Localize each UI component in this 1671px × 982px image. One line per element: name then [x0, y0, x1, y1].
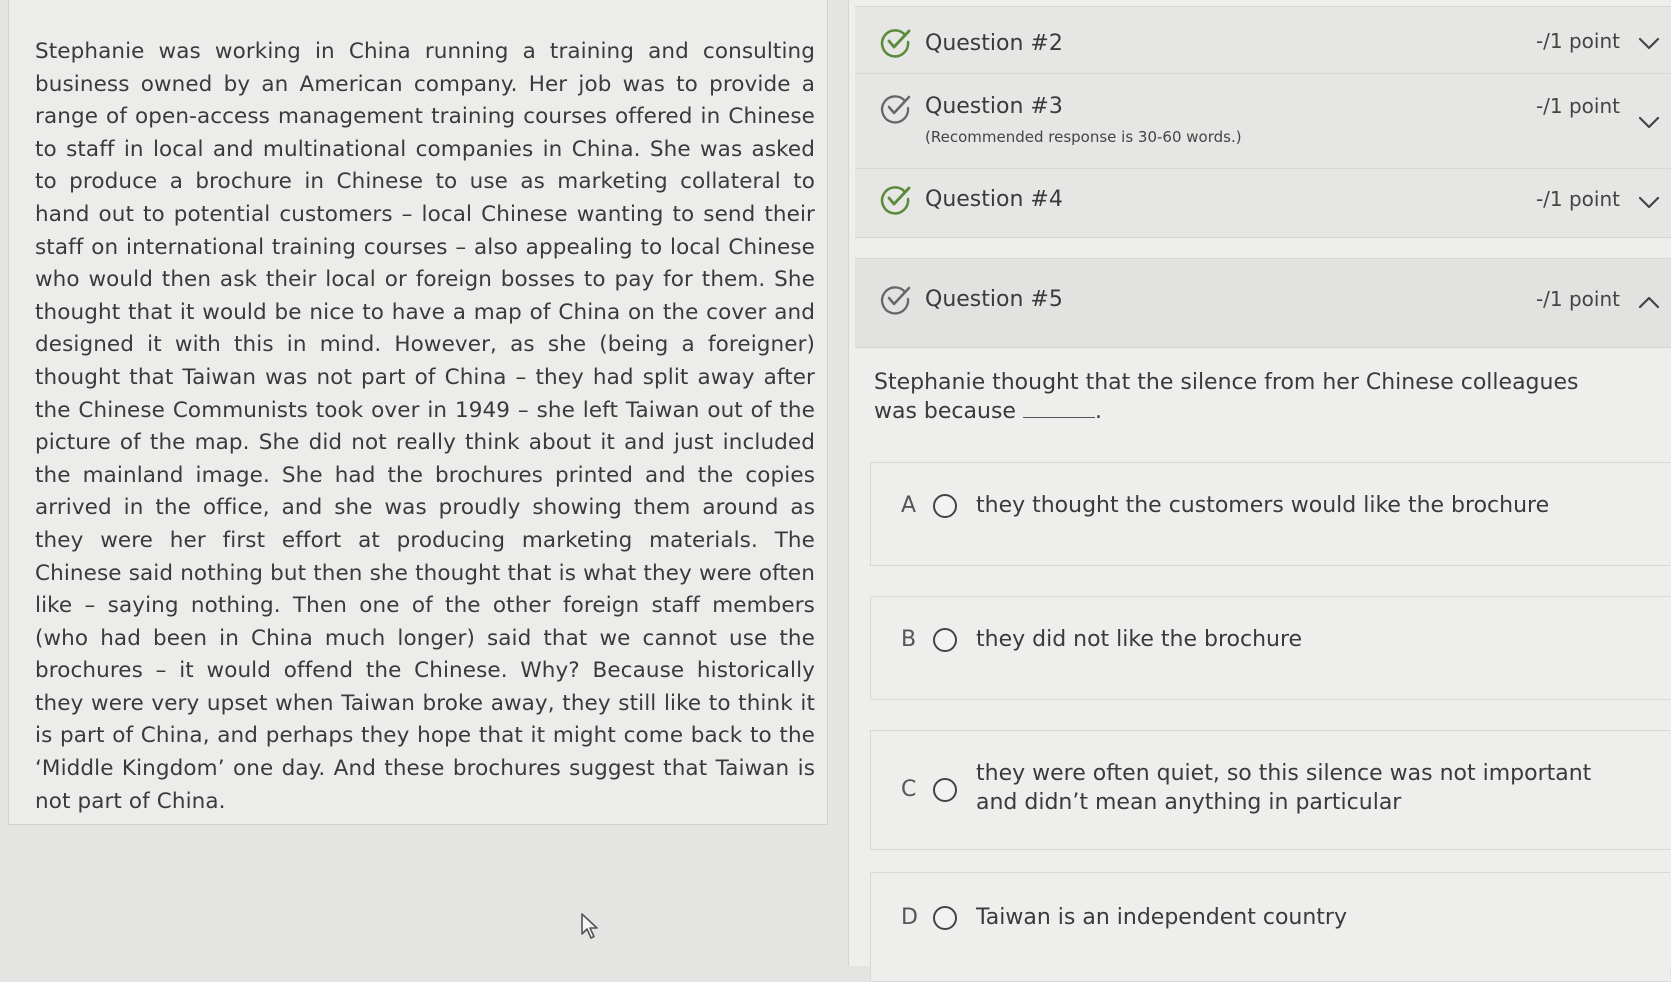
- check-circle-icon: [879, 26, 911, 58]
- option-text: they thought the customers would like the brochure: [976, 493, 1550, 518]
- chevron-down-icon[interactable]: [1638, 116, 1660, 130]
- question-points: -/1 point: [1535, 94, 1620, 118]
- check-circle-icon: [879, 183, 911, 215]
- option-letter: B: [901, 627, 917, 652]
- question-header-5[interactable]: [855, 258, 1671, 348]
- option-c[interactable]: [870, 730, 1670, 850]
- option-letter: A: [901, 493, 917, 518]
- option-a[interactable]: [870, 462, 1670, 566]
- prompt-end: .: [1094, 399, 1102, 424]
- question-title: Question #3: [925, 94, 1063, 119]
- question-header-4[interactable]: [855, 168, 1671, 238]
- question-prompt: [874, 368, 1614, 426]
- prompt-text: Stephanie thought that the silence from her Chinese colleagues was because: [874, 370, 1579, 424]
- radio-button[interactable]: [933, 628, 957, 652]
- question-title: Question #4: [925, 187, 1063, 212]
- question-title: Question #2: [925, 31, 1063, 56]
- check-circle-icon: [879, 92, 911, 124]
- answer-blank: [1023, 399, 1095, 418]
- question-points: -/1 point: [1535, 29, 1620, 53]
- option-b[interactable]: [870, 596, 1670, 700]
- radio-button[interactable]: [933, 778, 957, 802]
- radio-button[interactable]: [933, 906, 957, 930]
- question-title: Question #5: [925, 287, 1063, 312]
- passage-panel: [8, 0, 828, 825]
- radio-button[interactable]: [933, 494, 957, 518]
- question-header-2[interactable]: [855, 6, 1671, 74]
- option-letter: C: [901, 777, 917, 802]
- option-text: they were often quiet, so this silence was not important and didn’t mean anything in particular: [976, 761, 1592, 815]
- question-points: -/1 point: [1535, 287, 1620, 311]
- question-header-3[interactable]: [855, 73, 1671, 169]
- passage-text: Stephanie was working in China running a training and consulting business owned by an American company. Her job was to provide a range of open-access management training courses offered in Chinese to staff in local and multinational companies in China. She was asked to produce a brochure in Chinese to use as marketing collateral to hand out to potential customers – local Chinese wanting to send their staff on international training courses – also appealing to local Chinese who would then ask their local or foreign bosses to pay for them. She thought that it would be nice to have a map of China on the cover and designed it with this in mind. However, as she (being a foreigner) thought that Taiwan was not part of China – they had split away after the Chinese Communists took over in 1949 – she left Taiwan out of the picture of the map. She did not really think about it and just included the mainland image. She had the brochures printed and the copies arrived in the office, and she was proudly showing them around as they were her first effort at producing marketing materials. The Chinese said nothing but then she thought that is what they were often like – saying nothing. Then one of the other foreign staff members (who had been in China much longer) said that we cannot use the brochures – it would offend the Chinese. Why? Because historically they were very upset when Taiwan broke away, they still like to think it is part of China, and perhaps they hope that it might come back to the ‘Middle Kingdom’ one day. And these brochures suggest that Taiwan is not part of China.: [35, 39, 815, 814]
- mouse-cursor-icon: [580, 912, 602, 940]
- chevron-down-icon[interactable]: [1638, 37, 1660, 51]
- chevron-down-icon[interactable]: [1638, 196, 1660, 210]
- chevron-up-icon[interactable]: [1638, 295, 1660, 309]
- question-points: -/1 point: [1535, 187, 1620, 211]
- check-circle-icon: [879, 283, 911, 315]
- question-subtitle: (Recommended response is 30-60 words.): [925, 128, 1242, 146]
- option-text: they did not like the brochure: [976, 627, 1303, 652]
- option-text: Taiwan is an independent country: [976, 905, 1347, 930]
- option-letter: D: [901, 905, 918, 930]
